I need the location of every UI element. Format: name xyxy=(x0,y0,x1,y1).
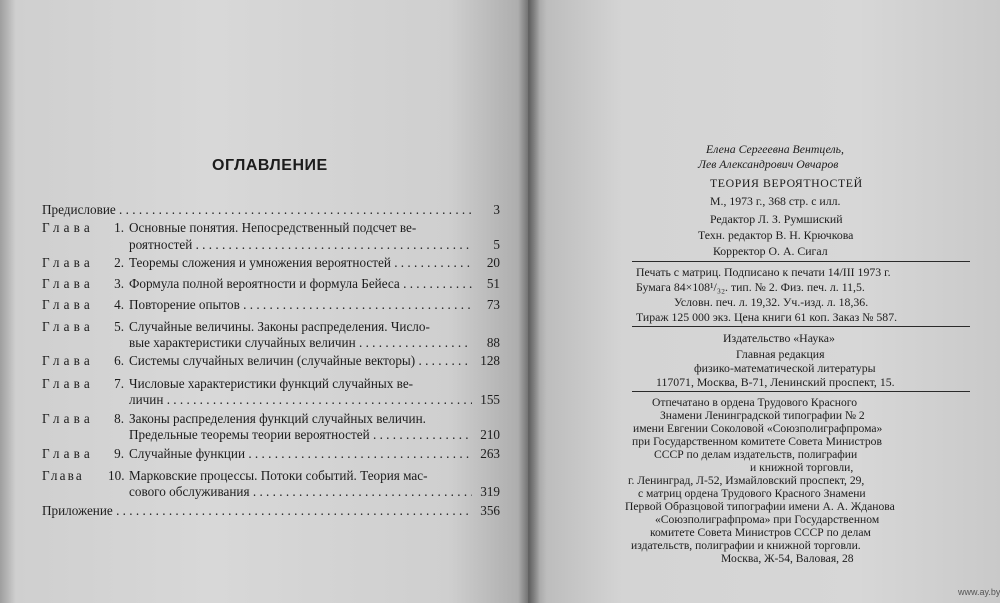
editor-line: Редактор Л. З. Румшиский xyxy=(710,212,843,226)
toc-title: ОГЛАВЛЕНИЕ xyxy=(212,157,328,174)
printer-line: Отпечатано в ордена Трудового Красного xyxy=(652,396,858,409)
book-gutter xyxy=(518,0,540,603)
chapter-title-line: личин . . . xyxy=(129,391,472,408)
chapter-number: 3. xyxy=(114,276,124,291)
book-title: ТЕОРИЯ ВЕРОЯТНОСТЕЙ xyxy=(710,176,863,190)
toc-page-number: 20 xyxy=(486,255,500,270)
chapter-title-line: Случайные величины. Законы распределения. Число- xyxy=(129,319,430,334)
chapter-word: Глава xyxy=(42,255,94,270)
toc-page-number: 319 xyxy=(480,484,500,499)
chapter-word: Глава xyxy=(42,376,94,391)
toc-page-number: 263 xyxy=(480,446,500,461)
chapter-title-line: Случайные функции . . . xyxy=(129,445,472,462)
print-detail-line: Тираж 125 000 экз. Цена книги 61 коп. Заказ № 587. xyxy=(636,310,898,324)
printer-line: «Союзполиграфпрома» при Государственном xyxy=(655,513,880,526)
toc-page-number: 5 xyxy=(493,237,500,252)
chapter-title-line: Основные понятия. Непосредственный подсчет ве- xyxy=(129,220,417,235)
printer-line: г. Ленинград, Л-52, Измайловский проспект, 29, xyxy=(628,474,865,487)
right-page xyxy=(528,0,1000,603)
chapter-number: 9. xyxy=(114,446,124,461)
printer-line: с матриц ордена Трудового Красного Знамени xyxy=(638,487,866,500)
print-detail-line: Бумага 84×108¹/₃₂. тип. № 2. Физ. печ. л. 11,5. xyxy=(636,280,865,294)
chapter-word: Глава xyxy=(42,353,94,368)
author-2: Лев Александрович Овчаров xyxy=(698,157,839,171)
toc-page-number: 73 xyxy=(486,297,500,312)
publisher-line: Главная редакция xyxy=(736,347,825,361)
chapter-title-line: Системы случайных величин (случайные векторы) . . . xyxy=(129,352,472,369)
toc-page-number: 3 xyxy=(493,202,500,217)
chapter-title-line: Теоремы сложения и умножения вероятностей . . . xyxy=(129,254,472,271)
toc-entry-label: Приложение . . . xyxy=(42,502,472,519)
chapter-number: 2. xyxy=(114,255,124,270)
chapter-number: 7. xyxy=(114,376,124,391)
chapter-title-line: Законы распределения функций случайных величин. xyxy=(129,411,426,426)
toc-page-number: 356 xyxy=(480,503,500,518)
chapter-number: 10. xyxy=(108,468,125,483)
toc-page-number: 51 xyxy=(486,276,500,291)
tech-editor-line: Техн. редактор В. Н. Крючкова xyxy=(698,228,854,242)
divider xyxy=(632,261,970,262)
chapter-word: Глава xyxy=(42,297,94,312)
chapter-number: 4. xyxy=(114,297,124,312)
chapter-word: Глава xyxy=(42,446,94,461)
proofreader-line: Корректор О. А. Сигал xyxy=(713,244,828,258)
toc-page-number: 155 xyxy=(480,392,500,407)
toc-page-number: 88 xyxy=(486,335,500,350)
print-detail-line: Печать с матриц. Подписано к печати 14/III 1973 г. xyxy=(636,265,891,279)
chapter-number: 6. xyxy=(114,353,124,368)
publication-line: М., 1973 г., 368 стр. с илл. xyxy=(710,194,841,208)
chapter-title-line: Повторение опытов . . . xyxy=(129,296,472,313)
chapter-title-line: Числовые характеристики функций случайных ве- xyxy=(129,376,414,391)
print-detail-line: Условн. печ. л. 19,32. Уч.-изд. л. 18,36. xyxy=(674,295,869,309)
publisher-line: физико-математической литературы xyxy=(694,361,876,375)
printer-line: издательств, полиграфии и книжной торговли. xyxy=(631,539,861,552)
publisher-line: Издательство «Наука» xyxy=(723,331,835,345)
chapter-number: 1. xyxy=(114,220,124,235)
chapter-title-line: роятностей . . . xyxy=(129,236,472,253)
printer-line: и книжной торговли, xyxy=(750,461,854,474)
chapter-title-line: вые характеристики случайных величин . . . xyxy=(129,334,472,351)
printer-line: СССР по делам издательств, полиграфии xyxy=(654,448,858,461)
chapter-word: Глава xyxy=(42,468,84,483)
chapter-title-line: сового обслуживания . . . xyxy=(129,483,472,500)
publisher-line: 117071, Москва, В-71, Ленинский проспект, 15. xyxy=(656,375,895,389)
chapter-number: 5. xyxy=(114,319,124,334)
author-1: Елена Сергеевна Вентцель, xyxy=(706,142,844,156)
printer-line: при Государственном комитете Совета Министров xyxy=(632,435,882,448)
chapter-word: Глава xyxy=(42,411,94,426)
chapter-number: 8. xyxy=(114,411,124,426)
chapter-title-line: Марковские процессы. Потоки событий. Теория мас- xyxy=(129,468,428,483)
chapter-word: Глава xyxy=(42,319,94,334)
watermark: www.ay.by xyxy=(958,587,1000,597)
toc-page-number: 210 xyxy=(480,427,500,442)
printer-line: Знамени Ленинградской типографии № 2 xyxy=(660,409,865,422)
toc-entry-label: Предисловие . . . xyxy=(42,201,472,218)
chapter-word: Глава xyxy=(42,220,94,235)
chapter-title-line: Формула полной вероятности и формула Бейеса . . . xyxy=(129,275,472,292)
toc-page-number: 128 xyxy=(480,353,500,368)
divider xyxy=(632,391,970,392)
divider xyxy=(632,326,970,327)
printer-line: комитете Совета Министров СССР по делам xyxy=(650,526,871,539)
chapter-word: Глава xyxy=(42,276,94,291)
printer-line: Первой Образцовой типографии имени А. А. Жданова xyxy=(625,500,895,513)
chapter-title-line: Предельные теоремы теории вероятностей . . . xyxy=(129,426,472,443)
printer-line: Москва, Ж-54, Валовая, 28 xyxy=(721,552,854,565)
printer-line: имени Евгении Соколовой «Союзполиграфпрома» xyxy=(633,422,883,435)
